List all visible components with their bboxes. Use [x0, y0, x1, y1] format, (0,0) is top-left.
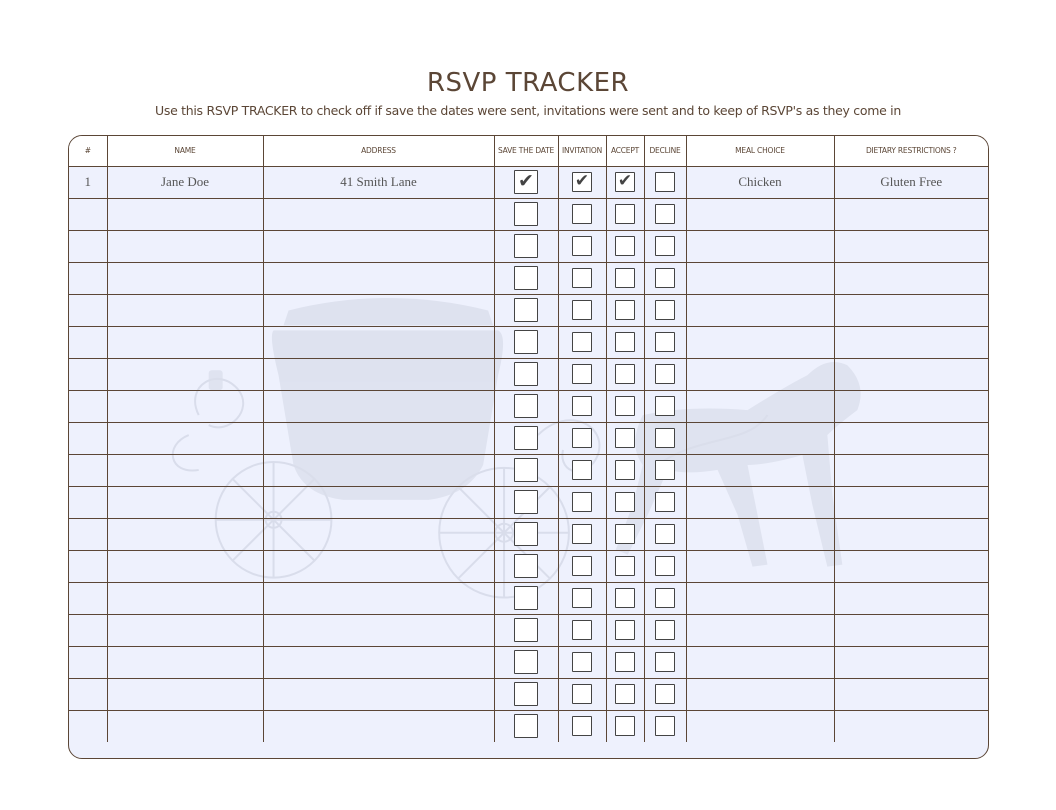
cell-accept	[606, 582, 644, 614]
cell-name[interactable]	[107, 390, 263, 422]
invitation-checkbox[interactable]	[572, 652, 592, 672]
cell-address[interactable]	[263, 230, 494, 262]
cell-name[interactable]	[107, 710, 263, 742]
cell-dietary-restrictions[interactable]	[834, 422, 988, 454]
cell-accept	[606, 486, 644, 518]
cell-invitation	[558, 582, 606, 614]
decline-checkbox[interactable]	[655, 396, 675, 416]
cell-decline	[644, 550, 686, 582]
save-the-date-checkbox[interactable]	[514, 298, 538, 322]
cell-invitation	[558, 166, 606, 198]
cell-meal-choice[interactable]	[686, 582, 834, 614]
cell-name[interactable]	[107, 614, 263, 646]
accept-checkbox[interactable]	[615, 300, 635, 320]
accept-checkbox[interactable]	[615, 268, 635, 288]
cell-name[interactable]	[107, 518, 263, 550]
accept-checkbox[interactable]	[615, 556, 635, 576]
cell-decline	[644, 518, 686, 550]
cell-invitation	[558, 518, 606, 550]
rsvp-table	[69, 136, 988, 742]
cell-address[interactable]	[263, 390, 494, 422]
invitation-checkbox[interactable]	[572, 396, 592, 416]
save-the-date-checkbox[interactable]	[514, 458, 538, 482]
cell-name[interactable]	[107, 646, 263, 678]
cell-invitation	[558, 262, 606, 294]
decline-checkbox[interactable]	[655, 172, 675, 192]
table-row	[69, 710, 988, 742]
cell-save-the-date	[494, 486, 558, 518]
cell-dietary-restrictions[interactable]	[834, 710, 988, 742]
cell-number[interactable]	[69, 550, 107, 582]
cell-dietary-restrictions[interactable]	[834, 294, 988, 326]
decline-checkbox[interactable]	[655, 364, 675, 384]
cell-meal-choice[interactable]	[686, 422, 834, 454]
cell-accept	[606, 422, 644, 454]
cell-decline	[644, 454, 686, 486]
cell-accept	[606, 230, 644, 262]
table-row	[69, 550, 988, 582]
cell-invitation	[558, 422, 606, 454]
accept-checkbox[interactable]	[615, 364, 635, 384]
decline-checkbox[interactable]	[655, 492, 675, 512]
cell-accept	[606, 326, 644, 358]
cell-name[interactable]	[107, 198, 263, 230]
cell-name[interactable]	[107, 582, 263, 614]
invitation-checkbox[interactable]	[572, 716, 592, 736]
cell-invitation	[558, 678, 606, 710]
cell-save-the-date	[494, 710, 558, 742]
cell-address[interactable]	[263, 646, 494, 678]
col-header-save-the-date: SAVE THE DATE	[494, 136, 558, 166]
cell-accept	[606, 550, 644, 582]
table-header-row	[69, 136, 988, 166]
cell-number[interactable]	[69, 326, 107, 358]
cell-address[interactable]: 41 Smith Lane	[263, 166, 494, 198]
cell-number[interactable]: 1	[69, 166, 107, 198]
cell-address[interactable]	[263, 422, 494, 454]
cell-name[interactable]	[107, 326, 263, 358]
col-header-name: NAME	[107, 136, 263, 166]
cell-accept	[606, 678, 644, 710]
save-the-date-checkbox[interactable]	[514, 554, 538, 578]
cell-dietary-restrictions[interactable]	[834, 486, 988, 518]
cell-accept	[606, 614, 644, 646]
cell-dietary-restrictions[interactable]	[834, 550, 988, 582]
cell-dietary-restrictions[interactable]: Gluten Free	[834, 166, 988, 198]
invitation-checkbox[interactable]	[572, 684, 592, 704]
cell-name[interactable]	[107, 550, 263, 582]
cell-meal-choice[interactable]	[686, 230, 834, 262]
cell-save-the-date	[494, 646, 558, 678]
save-the-date-checkbox[interactable]	[514, 618, 538, 642]
cell-invitation	[558, 198, 606, 230]
cell-accept	[606, 294, 644, 326]
col-header-invitation: INVITATION	[558, 136, 606, 166]
invitation-checkbox[interactable]	[572, 428, 592, 448]
cell-meal-choice[interactable]: Chicken	[686, 166, 834, 198]
accept-checkbox[interactable]	[615, 620, 635, 640]
accept-checkbox[interactable]	[615, 684, 635, 704]
cell-accept	[606, 166, 644, 198]
cell-name[interactable]	[107, 486, 263, 518]
cell-address[interactable]	[263, 550, 494, 582]
save-the-date-checkbox[interactable]	[514, 330, 538, 354]
cell-number[interactable]	[69, 678, 107, 710]
save-the-date-checkbox[interactable]	[514, 362, 538, 386]
table-row	[69, 422, 988, 454]
accept-checkbox[interactable]	[615, 524, 635, 544]
cell-number[interactable]	[69, 294, 107, 326]
cell-dietary-restrictions[interactable]	[834, 454, 988, 486]
cell-number[interactable]	[69, 486, 107, 518]
cell-dietary-restrictions[interactable]	[834, 614, 988, 646]
cell-meal-choice[interactable]	[686, 262, 834, 294]
cell-number[interactable]	[69, 198, 107, 230]
decline-checkbox[interactable]	[655, 716, 675, 736]
cell-meal-choice[interactable]	[686, 390, 834, 422]
cell-save-the-date	[494, 294, 558, 326]
decline-checkbox[interactable]	[655, 684, 675, 704]
cell-decline	[644, 326, 686, 358]
decline-checkbox[interactable]	[655, 620, 675, 640]
cell-dietary-restrictions[interactable]	[834, 326, 988, 358]
cell-number[interactable]	[69, 422, 107, 454]
col-header-meal-choice: MEAL CHOICE	[686, 136, 834, 166]
cell-name[interactable]	[107, 358, 263, 390]
cell-decline	[644, 262, 686, 294]
decline-checkbox[interactable]	[655, 652, 675, 672]
decline-checkbox[interactable]	[655, 204, 675, 224]
cell-decline	[644, 582, 686, 614]
table-row	[69, 518, 988, 550]
invitation-checkbox[interactable]	[572, 620, 592, 640]
cell-meal-choice[interactable]	[686, 198, 834, 230]
cell-address[interactable]	[263, 454, 494, 486]
cell-invitation	[558, 486, 606, 518]
cell-decline	[644, 390, 686, 422]
cell-meal-choice[interactable]	[686, 614, 834, 646]
cell-invitation	[558, 294, 606, 326]
invitation-checkbox[interactable]	[572, 556, 592, 576]
decline-checkbox[interactable]	[655, 236, 675, 256]
save-the-date-checkbox[interactable]	[514, 682, 538, 706]
cell-address[interactable]	[263, 678, 494, 710]
cell-decline	[644, 710, 686, 742]
invitation-checkbox[interactable]	[572, 332, 592, 352]
cell-save-the-date	[494, 262, 558, 294]
cell-save-the-date	[494, 454, 558, 486]
cell-decline	[644, 614, 686, 646]
invitation-checkbox[interactable]	[572, 492, 592, 512]
cell-dietary-restrictions[interactable]	[834, 646, 988, 678]
save-the-date-checkbox[interactable]	[514, 234, 538, 258]
invitation-checkbox[interactable]	[572, 588, 592, 608]
save-the-date-checkbox[interactable]	[514, 426, 538, 450]
cell-decline	[644, 358, 686, 390]
cell-number[interactable]	[69, 582, 107, 614]
cell-invitation	[558, 326, 606, 358]
cell-dietary-restrictions[interactable]	[834, 262, 988, 294]
cell-address[interactable]	[263, 294, 494, 326]
cell-number[interactable]	[69, 262, 107, 294]
table-row	[69, 678, 988, 710]
cell-invitation	[558, 614, 606, 646]
cell-address[interactable]	[263, 198, 494, 230]
cell-meal-choice[interactable]	[686, 550, 834, 582]
save-the-date-checkbox[interactable]	[514, 650, 538, 674]
table-row	[69, 166, 988, 198]
cell-name[interactable]	[107, 454, 263, 486]
cell-save-the-date	[494, 166, 558, 198]
col-header-number: #	[69, 136, 107, 166]
cell-save-the-date	[494, 198, 558, 230]
decline-checkbox[interactable]	[655, 556, 675, 576]
table-row	[69, 326, 988, 358]
cell-meal-choice[interactable]	[686, 486, 834, 518]
cell-number[interactable]	[69, 518, 107, 550]
cell-save-the-date	[494, 326, 558, 358]
save-the-date-checkbox[interactable]	[514, 522, 538, 546]
accept-checkbox[interactable]	[615, 332, 635, 352]
cell-number[interactable]	[69, 454, 107, 486]
page-title: RSVP TRACKER	[426, 68, 630, 98]
cell-meal-choice[interactable]	[686, 710, 834, 742]
cell-dietary-restrictions[interactable]	[834, 678, 988, 710]
cell-accept	[606, 454, 644, 486]
col-header-accept: ACCEPT	[606, 136, 644, 166]
table-row	[69, 486, 988, 518]
cell-decline	[644, 230, 686, 262]
cell-invitation	[558, 230, 606, 262]
decline-checkbox[interactable]	[655, 428, 675, 448]
cell-dietary-restrictions[interactable]	[834, 230, 988, 262]
cell-address[interactable]	[263, 486, 494, 518]
save-the-date-checkbox[interactable]	[514, 490, 538, 514]
invitation-checkbox[interactable]	[572, 524, 592, 544]
cell-name[interactable]	[107, 422, 263, 454]
cell-invitation	[558, 710, 606, 742]
decline-checkbox[interactable]	[655, 268, 675, 288]
cell-decline	[644, 198, 686, 230]
cell-number[interactable]	[69, 614, 107, 646]
invitation-checkbox[interactable]	[572, 236, 592, 256]
cell-number[interactable]	[69, 390, 107, 422]
cell-name[interactable]	[107, 230, 263, 262]
invitation-checkbox[interactable]	[572, 268, 592, 288]
cell-accept	[606, 390, 644, 422]
cell-meal-choice[interactable]	[686, 646, 834, 678]
cell-name[interactable]: Jane Doe	[107, 166, 263, 198]
cell-number[interactable]	[69, 358, 107, 390]
invitation-checkbox[interactable]	[572, 172, 592, 192]
table-row	[69, 262, 988, 294]
cell-meal-choice[interactable]	[686, 454, 834, 486]
cell-save-the-date	[494, 550, 558, 582]
cell-decline	[644, 678, 686, 710]
cell-save-the-date	[494, 390, 558, 422]
save-the-date-checkbox[interactable]	[514, 266, 538, 290]
cell-save-the-date	[494, 422, 558, 454]
cell-dietary-restrictions[interactable]	[834, 582, 988, 614]
decline-checkbox[interactable]	[655, 460, 675, 480]
cell-invitation	[558, 390, 606, 422]
invitation-checkbox[interactable]	[572, 204, 592, 224]
cell-number[interactable]	[69, 230, 107, 262]
cell-meal-choice[interactable]	[686, 678, 834, 710]
accept-checkbox[interactable]	[615, 204, 635, 224]
cell-address[interactable]	[263, 710, 494, 742]
cell-accept	[606, 646, 644, 678]
cell-address[interactable]	[263, 518, 494, 550]
accept-checkbox[interactable]	[615, 396, 635, 416]
cell-dietary-restrictions[interactable]	[834, 358, 988, 390]
cell-save-the-date	[494, 358, 558, 390]
accept-checkbox[interactable]	[615, 236, 635, 256]
table-row	[69, 614, 988, 646]
save-the-date-checkbox[interactable]	[514, 394, 538, 418]
save-the-date-checkbox[interactable]	[514, 586, 538, 610]
invitation-checkbox[interactable]	[572, 300, 592, 320]
cell-accept	[606, 710, 644, 742]
cell-name[interactable]	[107, 678, 263, 710]
cell-decline	[644, 294, 686, 326]
cell-address[interactable]	[263, 358, 494, 390]
cell-accept	[606, 262, 644, 294]
cell-dietary-restrictions[interactable]	[834, 390, 988, 422]
accept-checkbox[interactable]	[615, 492, 635, 512]
save-the-date-checkbox[interactable]	[514, 714, 538, 738]
cell-save-the-date	[494, 582, 558, 614]
cell-save-the-date	[494, 518, 558, 550]
cell-name[interactable]	[107, 262, 263, 294]
cell-save-the-date	[494, 614, 558, 646]
cell-meal-choice[interactable]	[686, 294, 834, 326]
cell-save-the-date	[494, 230, 558, 262]
page-subtitle: Use this RSVP TRACKER to check off if save the dates were sent, invitations were sent and to keep of RSVP's as they come in	[155, 103, 901, 118]
table-row	[69, 582, 988, 614]
cell-accept	[606, 198, 644, 230]
cell-meal-choice[interactable]	[686, 518, 834, 550]
table-row	[69, 294, 988, 326]
cell-dietary-restrictions[interactable]	[834, 198, 988, 230]
cell-decline	[644, 422, 686, 454]
cell-meal-choice[interactable]	[686, 358, 834, 390]
cell-invitation	[558, 358, 606, 390]
table-row	[69, 390, 988, 422]
table-row	[69, 646, 988, 678]
cell-invitation	[558, 550, 606, 582]
decline-checkbox[interactable]	[655, 300, 675, 320]
cell-decline	[644, 646, 686, 678]
cell-invitation	[558, 646, 606, 678]
accept-checkbox[interactable]	[615, 652, 635, 672]
accept-checkbox[interactable]	[615, 460, 635, 480]
cell-accept	[606, 518, 644, 550]
accept-checkbox[interactable]	[615, 428, 635, 448]
cell-save-the-date	[494, 678, 558, 710]
cell-meal-choice[interactable]	[686, 326, 834, 358]
cell-address[interactable]	[263, 614, 494, 646]
cell-number[interactable]	[69, 710, 107, 742]
accept-checkbox[interactable]	[615, 172, 635, 192]
cell-decline	[644, 166, 686, 198]
invitation-checkbox[interactable]	[572, 364, 592, 384]
col-header-decline: DECLINE	[644, 136, 686, 166]
cell-address[interactable]	[263, 326, 494, 358]
invitation-checkbox[interactable]	[572, 460, 592, 480]
cell-decline	[644, 486, 686, 518]
decline-checkbox[interactable]	[655, 332, 675, 352]
table-row	[69, 358, 988, 390]
cell-name[interactable]	[107, 294, 263, 326]
cell-dietary-restrictions[interactable]	[834, 518, 988, 550]
accept-checkbox[interactable]	[615, 716, 635, 736]
decline-checkbox[interactable]	[655, 524, 675, 544]
rsvp-table-container	[68, 135, 989, 759]
table-row	[69, 230, 988, 262]
cell-address[interactable]	[263, 582, 494, 614]
table-row	[69, 198, 988, 230]
save-the-date-checkbox[interactable]	[514, 202, 538, 226]
decline-checkbox[interactable]	[655, 588, 675, 608]
cell-accept	[606, 358, 644, 390]
col-header-dietary-restrictions: DIETARY RESTRICTIONS ?	[834, 136, 988, 166]
cell-number[interactable]	[69, 646, 107, 678]
accept-checkbox[interactable]	[615, 588, 635, 608]
table-row	[69, 454, 988, 486]
col-header-address: ADDRESS	[263, 136, 494, 166]
cell-invitation	[558, 454, 606, 486]
save-the-date-checkbox[interactable]	[514, 170, 538, 194]
cell-address[interactable]	[263, 262, 494, 294]
